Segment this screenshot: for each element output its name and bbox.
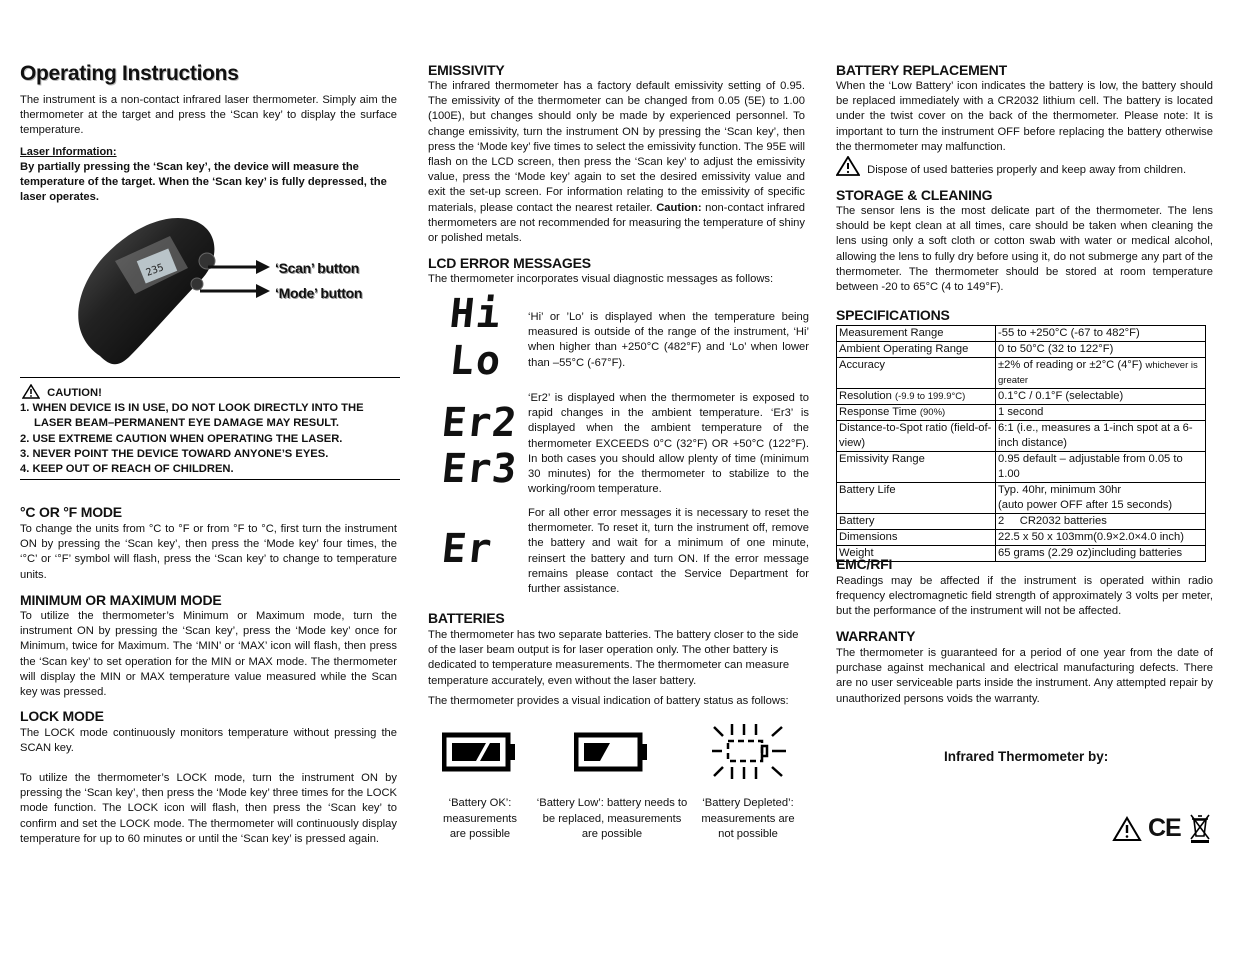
emc-text: Readings may be affected if the instrument is operated within radio frequency electromagnetic field strength of approximately 3 volts per meter, but the performance of the instrument will not be affected. <box>836 575 1213 618</box>
table-row <box>837 326 1206 342</box>
spec-key: Emissivity Range <box>837 452 996 483</box>
battery-low-icon <box>574 731 650 773</box>
table-row <box>837 342 1206 358</box>
lcd-hi-glyph: Hi <box>447 291 505 337</box>
spec-key: Distance-to-Spot ratio (field-of-view) <box>837 421 996 452</box>
spec-key-main: Response Time <box>839 406 917 418</box>
battery-depleted-caption: ‘Battery Depleted’: measurements are not possible <box>701 797 795 840</box>
minmax-heading: MINIMUM OR MAXIMUM MODE <box>20 592 222 608</box>
laser-heading: Laser Information: <box>20 146 117 158</box>
page-title: Operating Instructions <box>20 62 239 85</box>
caution-item: 3. NEVER POINT THE DEVICE TOWARD ANYONE’S EYES. <box>20 447 329 460</box>
er-text: For all other error messages it is necessary to reset the thermometer. To reset it, turn the instrument off, remove the battery and wait for a minimum of one minute, reinsert the battery and turn ON. If the error message remains please contact the Service Department for further assistance. <box>528 507 809 596</box>
lock-text-2: To utilize the thermometer’s LOCK mode, turn the instrument ON by pressing the ‘Scan key’, then press the ‘Mode key’ three times for the LOCK mode function. The LOCK icon will flash, then press the ‘Scan key’ to confirm and set the LOCK mode. The thermometer will continuously display temperature for up to 60 minutes or until the ‘Scan key’ is pressed again. <box>20 772 397 845</box>
table-row <box>837 530 1206 546</box>
spec-value-note: (auto power OFF after 15 seconds) <box>998 499 1173 511</box>
spec-key: Ambient Operating Range <box>837 342 996 358</box>
cf-mode-heading: °C OR °F MODE <box>20 504 122 520</box>
battery-depleted-icon <box>706 721 790 783</box>
battery-replacement-text: When the ‘Low Battery’ icon indicates the battery is low, the battery should be replaced immediately with a CR2032 lithium cell. The battery is located under the twist cover on the back of the thermometer. Please note: It is important to turn the instrument OFF before replacing the battery otherwise the thermometer may malfunction. <box>836 80 1213 153</box>
spec-value: 2 CR2032 batteries <box>996 514 1206 530</box>
caution-box <box>20 377 400 480</box>
spec-value-main: ±2% of reading or ±2°C (4°F) <box>998 359 1143 371</box>
lcd-er-glyph: Er <box>439 526 495 572</box>
table-row <box>837 358 1206 389</box>
scan-button-label: ‘Scan’ button <box>275 260 359 276</box>
spec-value: 65 grams (2.29 oz)including batteries <box>996 546 1206 562</box>
spec-key <box>837 389 996 405</box>
cf-mode-text: To change the units from °C to °F or from °F to °C, first turn the instrument ON by pressing the ‘Scan key’, then press the ‘Mode key’ four times, the ‘°C’ or ‘°F’ symbol will flash, press the ‘Scan key’ to change to temperature units. <box>20 523 397 581</box>
batteries-heading: BATTERIES <box>428 610 505 626</box>
battery-low-caption: ‘Battery Low’: battery needs to be replaced, measurements are possible <box>536 797 688 840</box>
emissivity-heading: EMISSIVITY <box>428 62 505 78</box>
spec-key: Accuracy <box>837 358 996 389</box>
weee-bin-icon <box>1189 812 1211 844</box>
lcd-er3-glyph: Er3 <box>439 446 520 492</box>
table-row <box>837 421 1206 452</box>
lock-heading: LOCK MODE <box>20 708 104 724</box>
spec-value <box>996 483 1206 514</box>
spec-key: Weight <box>837 546 996 562</box>
battery-ok-icon <box>442 731 518 773</box>
spec-value: 0 to 50°C (32 to 122°F) <box>996 342 1206 358</box>
caution-item: 2. USE EXTREME CAUTION WHEN OPERATING THE LASER. <box>20 432 343 445</box>
table-row <box>837 405 1206 421</box>
battery-note <box>836 156 1213 178</box>
lcd-error-heading: LCD ERROR MESSAGES <box>428 255 591 271</box>
warning-icon <box>1112 816 1142 842</box>
emissivity-body: The infrared thermometer has a factory default emissivity setting of 0.95. The emissivity of the thermometer can be changed from 0.05 (5E) to 1.00 (100E), but changes should only be made by experienced personnel. To change emissivity, turn the instrument ON by pressing the ‘Scan key’, then press the ‘Mode key’ five times to select the emissivity function. The 95E will flash on the LCD screen, then press the ‘Scan key’ to adjust the emissivity value, press the ‘Mode key’ again to set the desired emissivity value and exit the set-up screen. For information relating to the emissivity of specific materials, please contact the nearest retailer. <box>428 80 805 214</box>
table-row <box>837 389 1206 405</box>
spec-key-note: (-9.9 to 199.9°C) <box>894 391 966 402</box>
device-lcd-reading: 235 <box>144 262 166 279</box>
battery-replacement-heading: BATTERY REPLACEMENT <box>836 62 1007 78</box>
spec-value-main: Typ. 40hr, minimum 30hr <box>998 484 1122 496</box>
infrared-thermometer-by: Infrared Thermometer by: <box>944 749 1109 764</box>
batteries-text: The thermometer has two separate batteries. The battery closer to the side of the laser beam output is for laser operation only. The other battery is dedicated to temperature measurements. The thermometer can measure temperature accurately, even without the laser battery. <box>428 629 799 687</box>
laser-text: By partially pressing the ‘Scan key’, the device will measure the temperature of the target. When the ‘Scan key’ is fully depressed, the laser operates. <box>20 161 387 204</box>
batteries-text-2: The thermometer provides a visual indication of battery status as follows: <box>428 695 789 707</box>
spec-key <box>837 405 996 421</box>
lcd-lo-glyph: Lo <box>447 338 505 384</box>
caution-item: 4. KEEP OUT OF REACH OF CHILDREN. <box>20 463 234 476</box>
minmax-text: To utilize the thermometer’s Minimum or Maximum mode, turn the instrument ON by pressing the ‘Scan key’, press the ‘Mode key’ once for Minimum, twice for Maximum. The ‘MIN’ or ‘MAX’ icon will flash, then press the ‘Scan key’ to set operation for the MIN or MAX mode. The thermometer will display the MIN or MAX temperature value measured while the Scan key was pressed. <box>20 610 397 699</box>
lock-text-1: The LOCK mode continuously monitors temperature without pressing the SCAN key. <box>20 727 397 755</box>
spec-value-note: whichever is greater <box>998 360 1198 386</box>
spec-key: Battery <box>837 514 996 530</box>
caution-item: 1. WHEN DEVICE IS IN USE, DO NOT LOOK DIRECTLY INTO THE LASER BEAM–PERMANENT EYE DAMAGE MAY RESULT. <box>20 402 364 430</box>
ce-mark: CE <box>1148 814 1181 842</box>
specifications-table <box>836 325 1206 562</box>
emissivity-text <box>428 79 805 246</box>
spec-value: -55 to +250°C (-67 to 482°F) <box>996 326 1206 342</box>
spec-value: 6:1 (i.e., measures a 1-inch spot at a 6-inch distance) <box>996 421 1206 452</box>
spec-value: 22.5 x 50 x 103mm(0.9×2.0×4.0 inch) <box>996 530 1206 546</box>
emissivity-caution-text: non-contact infrared thermometers are not recommended for measuring the temperature of shiny or polished metals. <box>428 201 806 245</box>
er2-er3-text: ‘Er2’ is displayed when the thermometer is exposed to rapid changes in the ambient temperature. ‘Er3’ is displayed when the ambient temperature of the thermometer EXCEEDS 0°C (32°F) OR +50°C (122°F). In both cases you should allow plenty of time (minimum 30 minutes) for the thermometer to stabilize to the working/room temperature. <box>528 392 809 496</box>
hi-lo-text: ‘Hi’ or ’Lo’ is displayed when the temperature being measured is outside of the range of the instrument, ‘Hi’ when higher than +250°C (482°F) and ‘Lo’ when lower than –55°C (-67°F). <box>528 311 809 369</box>
lcd-error-intro: The thermometer incorporates visual diagnostic messages as follows: <box>428 273 774 285</box>
specifications-heading: SPECIFICATIONS <box>836 307 950 323</box>
spec-key: Dimensions <box>837 530 996 546</box>
emissivity-caution-label: Caution: <box>656 201 702 214</box>
battery-ok-caption: ‘Battery OK’: measurements are possible <box>443 797 517 840</box>
spec-value: 0.95 default – adjustable from 0.05 to 1.00 <box>996 452 1206 483</box>
spec-key: Battery Life <box>837 483 996 514</box>
battery-note-text: Dispose of used batteries properly and keep away from children. <box>867 164 1187 176</box>
emc-heading: EMC/RFI <box>836 556 893 572</box>
warranty-heading: WARRANTY <box>836 628 916 644</box>
table-row <box>837 452 1206 483</box>
spec-key: Measurement Range <box>837 326 996 342</box>
spec-value: 0.1°C / 0.1°F (selectable) <box>996 389 1206 405</box>
spec-key-note: (90%) <box>919 407 946 418</box>
spec-value <box>996 358 1206 389</box>
intro-text: The instrument is a non-contact infrared laser thermometer. Simply aim the thermometer at the target and press the ‘Scan key’ to display the surface temperature. <box>20 94 397 137</box>
spec-key-main: Resolution <box>839 390 892 402</box>
table-row <box>837 483 1206 514</box>
mode-button-label: ‘Mode’ button <box>275 285 363 301</box>
caution-title: CAUTION! <box>47 387 102 399</box>
warning-icon <box>22 384 40 399</box>
warranty-text: The thermometer is guaranteed for a period of one year from the date of purchase against mechanical and electrical manufacturing defects. There are no user serviceable parts inside the instrument. Any attempted repair by unauthorized persons voids the warranty. <box>836 647 1213 705</box>
table-row <box>837 514 1206 530</box>
spec-value: 1 second <box>996 405 1206 421</box>
storage-heading: STORAGE & CLEANING <box>836 187 993 203</box>
storage-text: The sensor lens is the most delicate part of the thermometer. The lens should be kept clean at all times, care should be taken when cleaning the lens using only a soft cloth or cotton swab with water or medical alcohol, allowing the lens to fully dry before using it, do not submerge any part of the thermometer. The thermometer should be stored at room temperature between -20 to 65°C (4 to 149°F). <box>836 205 1213 294</box>
lcd-er2-glyph: Er2 <box>439 400 520 446</box>
caution-list <box>20 401 400 477</box>
warning-icon <box>836 156 860 176</box>
